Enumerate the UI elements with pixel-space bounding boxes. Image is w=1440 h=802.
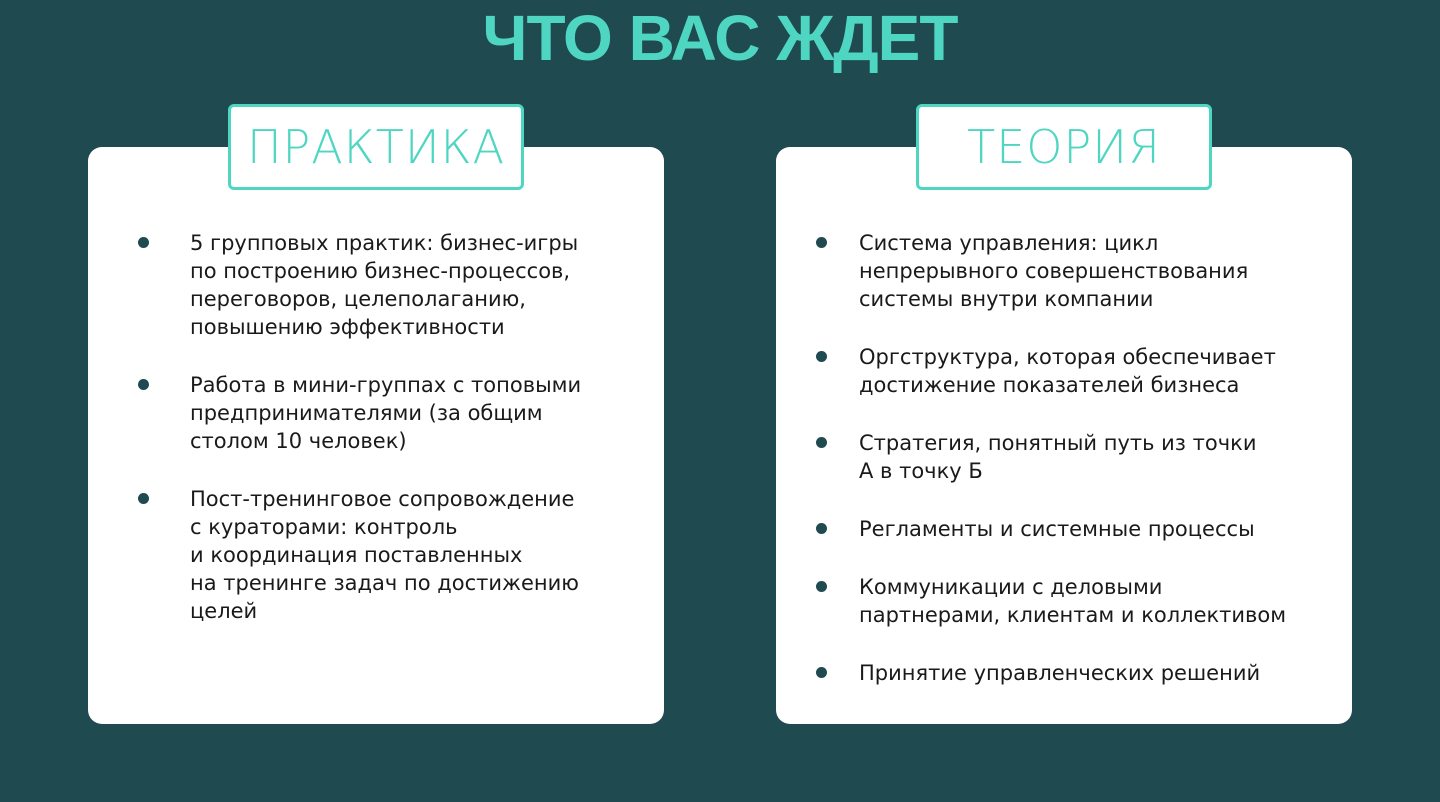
practice-tab: [228, 104, 524, 190]
theory-tab-label: ТЕОРИЯ: [967, 120, 1161, 174]
list-item: [138, 229, 608, 341]
page-title: ЧТО ВАС ЖДЕТ: [482, 2, 958, 74]
practice-tab-label: ПРАКТИКА: [246, 120, 506, 174]
bullet-icon: [816, 523, 827, 534]
list-item-text: Стратегия, понятный путь из точки А в точку Б: [859, 431, 1257, 483]
practice-list: [138, 229, 608, 655]
list-item: [816, 429, 1336, 485]
list-item-text: Система управления: цикл непрерывного совершенствования системы внутри компании: [859, 231, 1249, 311]
list-item-text: Коммуникации с деловыми партнерами, клиентам и коллективом: [859, 575, 1287, 627]
list-item-text: 5 групповых практик: бизнес-игры по построению бизнес-процессов, переговоров, целеполаганию, повышению эффективности: [190, 231, 579, 339]
bullet-icon: [816, 351, 827, 362]
bullet-icon: [816, 437, 827, 448]
list-item: [816, 573, 1336, 629]
list-item: [816, 659, 1336, 687]
bullet-icon: [138, 493, 149, 504]
list-item: [138, 485, 608, 625]
list-item-text: Пост-тренинговое сопровождение с кураторами: контроль и координация поставленных на тренинге задач по достижению целей: [190, 487, 579, 623]
list-item: [816, 229, 1336, 313]
list-item-text: Оргструктура, которая обеспечивает достижение показателей бизнеса: [859, 345, 1276, 397]
list-item-text: Регламенты и системные процессы: [859, 517, 1255, 541]
theory-card: [776, 147, 1352, 724]
bullet-icon: [816, 667, 827, 678]
bullet-icon: [138, 237, 149, 248]
theory-list: [816, 229, 1336, 717]
practice-card: [88, 147, 664, 724]
list-item: [816, 515, 1336, 543]
list-item: [816, 343, 1336, 399]
bullet-icon: [816, 237, 827, 248]
list-item: [138, 371, 608, 455]
theory-tab: [916, 104, 1212, 190]
bullet-icon: [816, 581, 827, 592]
list-item-text: Работа в мини-группах с топовыми предпринимателями (за общим столом 10 человек): [190, 373, 582, 453]
bullet-icon: [138, 379, 149, 390]
list-item-text: Принятие управленческих решений: [859, 661, 1261, 685]
